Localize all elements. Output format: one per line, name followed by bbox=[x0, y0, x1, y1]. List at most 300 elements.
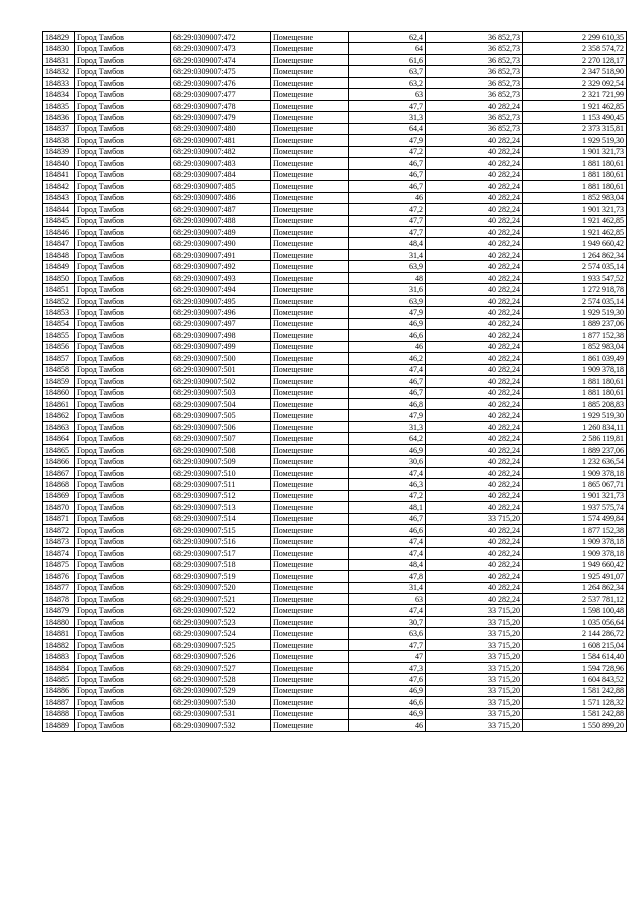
area-cell: 31,3 bbox=[349, 112, 426, 123]
object-type-cell: Помещение bbox=[271, 708, 349, 719]
object-type-cell: Помещение bbox=[271, 651, 349, 662]
row-number-cell: 184867 bbox=[43, 467, 75, 478]
city-cell: Город Тамбов bbox=[75, 249, 171, 260]
cadastral-value-cell: 1 260 834,11 bbox=[523, 421, 627, 432]
cadastral-number-cell: 68:29:0309007:507 bbox=[171, 433, 271, 444]
table-row bbox=[43, 376, 627, 387]
city-cell: Город Тамбов bbox=[75, 261, 171, 272]
cadastral-number-cell: 68:29:0309007:529 bbox=[171, 685, 271, 696]
area-cell: 46,7 bbox=[349, 181, 426, 192]
row-number-cell: 184832 bbox=[43, 66, 75, 77]
cadastral-value-cell: 1 574 499,84 bbox=[523, 513, 627, 524]
area-cell: 47,2 bbox=[349, 146, 426, 157]
city-cell: Город Тамбов bbox=[75, 720, 171, 731]
specific-value-cell: 36 852,73 bbox=[426, 77, 523, 88]
area-cell: 47,9 bbox=[349, 410, 426, 421]
cadastral-number-cell: 68:29:0309007:488 bbox=[171, 215, 271, 226]
city-cell: Город Тамбов bbox=[75, 112, 171, 123]
object-type-cell: Помещение bbox=[271, 66, 349, 77]
object-type-cell: Помещение bbox=[271, 43, 349, 54]
cadastral-number-cell: 68:29:0309007:484 bbox=[171, 169, 271, 180]
cadastral-number-cell: 68:29:0309007:493 bbox=[171, 272, 271, 283]
table-row bbox=[43, 353, 627, 364]
row-number-cell: 184843 bbox=[43, 192, 75, 203]
cadastral-number-cell: 68:29:0309007:520 bbox=[171, 582, 271, 593]
area-cell: 47,6 bbox=[349, 674, 426, 685]
city-cell: Город Тамбов bbox=[75, 525, 171, 536]
city-cell: Город Тамбов bbox=[75, 376, 171, 387]
cadastral-number-cell: 68:29:0309007:474 bbox=[171, 54, 271, 65]
specific-value-cell: 40 282,24 bbox=[426, 593, 523, 604]
area-cell: 64,4 bbox=[349, 123, 426, 134]
cadastral-value-cell: 1 861 039,49 bbox=[523, 353, 627, 364]
table-row bbox=[43, 674, 627, 685]
area-cell: 47,4 bbox=[349, 536, 426, 547]
cadastral-number-cell: 68:29:0309007:530 bbox=[171, 697, 271, 708]
object-type-cell: Помещение bbox=[271, 479, 349, 490]
cadastral-value-cell: 1 909 378,18 bbox=[523, 364, 627, 375]
object-type-cell: Помещение bbox=[271, 571, 349, 582]
specific-value-cell: 40 282,24 bbox=[426, 307, 523, 318]
cadastral-value-cell: 1 901 321,73 bbox=[523, 146, 627, 157]
row-number-cell: 184845 bbox=[43, 215, 75, 226]
area-cell: 48,4 bbox=[349, 238, 426, 249]
specific-value-cell: 40 282,24 bbox=[426, 421, 523, 432]
object-type-cell: Помещение bbox=[271, 226, 349, 237]
row-number-cell: 184841 bbox=[43, 169, 75, 180]
row-number-cell: 184851 bbox=[43, 284, 75, 295]
specific-value-cell: 33 715,20 bbox=[426, 685, 523, 696]
cadastral-value-cell: 1 881 180,61 bbox=[523, 376, 627, 387]
table-row bbox=[43, 708, 627, 719]
area-cell: 63,6 bbox=[349, 628, 426, 639]
cadastral-number-cell: 68:29:0309007:521 bbox=[171, 593, 271, 604]
table-row bbox=[43, 100, 627, 111]
specific-value-cell: 40 282,24 bbox=[426, 444, 523, 455]
area-cell: 46,7 bbox=[349, 513, 426, 524]
table-row bbox=[43, 181, 627, 192]
cadastral-number-cell: 68:29:0309007:518 bbox=[171, 559, 271, 570]
cadastral-value-cell: 1 852 983,04 bbox=[523, 341, 627, 352]
city-cell: Город Тамбов bbox=[75, 616, 171, 627]
object-type-cell: Помещение bbox=[271, 433, 349, 444]
table-row bbox=[43, 249, 627, 260]
cadastral-value-cell: 1 608 215,04 bbox=[523, 639, 627, 650]
table-row bbox=[43, 720, 627, 731]
area-cell: 46 bbox=[349, 341, 426, 352]
area-cell: 46,9 bbox=[349, 318, 426, 329]
city-cell: Город Тамбов bbox=[75, 697, 171, 708]
area-cell: 31,3 bbox=[349, 421, 426, 432]
area-cell: 63,9 bbox=[349, 295, 426, 306]
specific-value-cell: 40 282,24 bbox=[426, 330, 523, 341]
table-row bbox=[43, 169, 627, 180]
cadastral-value-cell: 2 574 035,14 bbox=[523, 295, 627, 306]
table-row bbox=[43, 433, 627, 444]
cadastral-number-cell: 68:29:0309007:522 bbox=[171, 605, 271, 616]
area-cell: 48,1 bbox=[349, 502, 426, 513]
row-number-cell: 184844 bbox=[43, 204, 75, 215]
cadastral-number-cell: 68:29:0309007:513 bbox=[171, 502, 271, 513]
city-cell: Город Тамбов bbox=[75, 674, 171, 685]
object-type-cell: Помещение bbox=[271, 100, 349, 111]
cadastral-number-cell: 68:29:0309007:508 bbox=[171, 444, 271, 455]
cadastral-value-cell: 2 299 610,35 bbox=[523, 32, 627, 43]
city-cell: Город Тамбов bbox=[75, 77, 171, 88]
specific-value-cell: 33 715,20 bbox=[426, 605, 523, 616]
area-cell: 47,4 bbox=[349, 467, 426, 478]
cadastral-value-cell: 1 594 728,96 bbox=[523, 662, 627, 673]
table-row bbox=[43, 490, 627, 501]
cadastral-value-cell: 1 885 208,83 bbox=[523, 399, 627, 410]
specific-value-cell: 40 282,24 bbox=[426, 295, 523, 306]
specific-value-cell: 33 715,20 bbox=[426, 513, 523, 524]
city-cell: Город Тамбов bbox=[75, 341, 171, 352]
cadastral-value-cell: 1 571 128,32 bbox=[523, 697, 627, 708]
object-type-cell: Помещение bbox=[271, 697, 349, 708]
area-cell: 46,7 bbox=[349, 376, 426, 387]
city-cell: Город Тамбов bbox=[75, 513, 171, 524]
cadastral-value-cell: 2 373 315,81 bbox=[523, 123, 627, 134]
area-cell: 47,7 bbox=[349, 639, 426, 650]
table-row bbox=[43, 387, 627, 398]
table-row bbox=[43, 410, 627, 421]
row-number-cell: 184886 bbox=[43, 685, 75, 696]
city-cell: Город Тамбов bbox=[75, 284, 171, 295]
table-row bbox=[43, 559, 627, 570]
object-type-cell: Помещение bbox=[271, 249, 349, 260]
object-type-cell: Помещение bbox=[271, 662, 349, 673]
object-type-cell: Помещение bbox=[271, 215, 349, 226]
cadastral-value-cell: 1 877 152,38 bbox=[523, 525, 627, 536]
city-cell: Город Тамбов bbox=[75, 685, 171, 696]
specific-value-cell: 40 282,24 bbox=[426, 456, 523, 467]
cadastral-number-cell: 68:29:0309007:499 bbox=[171, 341, 271, 352]
specific-value-cell: 40 282,24 bbox=[426, 169, 523, 180]
cadastral-value-cell: 1 877 152,38 bbox=[523, 330, 627, 341]
specific-value-cell: 40 282,24 bbox=[426, 376, 523, 387]
cadastral-number-cell: 68:29:0309007:525 bbox=[171, 639, 271, 650]
specific-value-cell: 40 282,24 bbox=[426, 559, 523, 570]
object-type-cell: Помещение bbox=[271, 364, 349, 375]
city-cell: Город Тамбов bbox=[75, 123, 171, 134]
specific-value-cell: 40 282,24 bbox=[426, 364, 523, 375]
object-type-cell: Помещение bbox=[271, 181, 349, 192]
area-cell: 47,9 bbox=[349, 307, 426, 318]
cadastral-value-cell: 1 264 862,34 bbox=[523, 582, 627, 593]
cadastral-number-cell: 68:29:0309007:483 bbox=[171, 158, 271, 169]
city-cell: Город Тамбов bbox=[75, 307, 171, 318]
city-cell: Город Тамбов bbox=[75, 639, 171, 650]
table-row bbox=[43, 444, 627, 455]
specific-value-cell: 40 282,24 bbox=[426, 399, 523, 410]
area-cell: 46,9 bbox=[349, 708, 426, 719]
cadastral-value-cell: 2 321 721,99 bbox=[523, 89, 627, 100]
area-cell: 61,6 bbox=[349, 54, 426, 65]
cadastral-value-cell: 1 232 636,54 bbox=[523, 456, 627, 467]
city-cell: Город Тамбов bbox=[75, 536, 171, 547]
area-cell: 48,4 bbox=[349, 559, 426, 570]
object-type-cell: Помещение bbox=[271, 123, 349, 134]
city-cell: Город Тамбов bbox=[75, 100, 171, 111]
specific-value-cell: 40 282,24 bbox=[426, 158, 523, 169]
specific-value-cell: 36 852,73 bbox=[426, 123, 523, 134]
area-cell: 47,2 bbox=[349, 490, 426, 501]
row-number-cell: 184868 bbox=[43, 479, 75, 490]
specific-value-cell: 40 282,24 bbox=[426, 100, 523, 111]
row-number-cell: 184880 bbox=[43, 616, 75, 627]
object-type-cell: Помещение bbox=[271, 399, 349, 410]
table-row bbox=[43, 146, 627, 157]
table-row bbox=[43, 639, 627, 650]
object-type-cell: Помещение bbox=[271, 77, 349, 88]
object-type-cell: Помещение bbox=[271, 158, 349, 169]
row-number-cell: 184850 bbox=[43, 272, 75, 283]
city-cell: Город Тамбов bbox=[75, 364, 171, 375]
cadastral-number-cell: 68:29:0309007:481 bbox=[171, 135, 271, 146]
object-type-cell: Помещение bbox=[271, 192, 349, 203]
specific-value-cell: 36 852,73 bbox=[426, 66, 523, 77]
row-number-cell: 184865 bbox=[43, 444, 75, 455]
table-row bbox=[43, 662, 627, 673]
city-cell: Город Тамбов bbox=[75, 215, 171, 226]
city-cell: Город Тамбов bbox=[75, 662, 171, 673]
table-row bbox=[43, 135, 627, 146]
cadastral-number-cell: 68:29:0309007:503 bbox=[171, 387, 271, 398]
specific-value-cell: 36 852,73 bbox=[426, 112, 523, 123]
row-number-cell: 184860 bbox=[43, 387, 75, 398]
row-number-cell: 184882 bbox=[43, 639, 75, 650]
specific-value-cell: 33 715,20 bbox=[426, 639, 523, 650]
row-number-cell: 184847 bbox=[43, 238, 75, 249]
cadastral-number-cell: 68:29:0309007:472 bbox=[171, 32, 271, 43]
row-number-cell: 184879 bbox=[43, 605, 75, 616]
row-number-cell: 184839 bbox=[43, 146, 75, 157]
table-row bbox=[43, 467, 627, 478]
table-row bbox=[43, 204, 627, 215]
city-cell: Город Тамбов bbox=[75, 89, 171, 100]
row-number-cell: 184862 bbox=[43, 410, 75, 421]
specific-value-cell: 40 282,24 bbox=[426, 238, 523, 249]
specific-value-cell: 40 282,24 bbox=[426, 467, 523, 478]
object-type-cell: Помещение bbox=[271, 204, 349, 215]
table-row bbox=[43, 536, 627, 547]
object-type-cell: Помещение bbox=[271, 272, 349, 283]
city-cell: Город Тамбов bbox=[75, 32, 171, 43]
area-cell: 63,9 bbox=[349, 261, 426, 272]
object-type-cell: Помещение bbox=[271, 387, 349, 398]
object-type-cell: Помещение bbox=[271, 685, 349, 696]
row-number-cell: 184849 bbox=[43, 261, 75, 272]
city-cell: Город Тамбов bbox=[75, 708, 171, 719]
row-number-cell: 184833 bbox=[43, 77, 75, 88]
object-type-cell: Помещение bbox=[271, 330, 349, 341]
cadastral-value-cell: 2 537 781,12 bbox=[523, 593, 627, 604]
specific-value-cell: 40 282,24 bbox=[426, 135, 523, 146]
city-cell: Город Тамбов bbox=[75, 467, 171, 478]
table-row bbox=[43, 364, 627, 375]
specific-value-cell: 40 282,24 bbox=[426, 181, 523, 192]
table-row bbox=[43, 330, 627, 341]
specific-value-cell: 40 282,24 bbox=[426, 192, 523, 203]
cadastral-value-cell: 1 949 660,42 bbox=[523, 238, 627, 249]
row-number-cell: 184874 bbox=[43, 548, 75, 559]
object-type-cell: Помещение bbox=[271, 639, 349, 650]
object-type-cell: Помещение bbox=[271, 559, 349, 570]
area-cell: 30,6 bbox=[349, 456, 426, 467]
object-type-cell: Помещение bbox=[271, 674, 349, 685]
city-cell: Город Тамбов bbox=[75, 181, 171, 192]
city-cell: Город Тамбов bbox=[75, 238, 171, 249]
area-cell: 48 bbox=[349, 272, 426, 283]
city-cell: Город Тамбов bbox=[75, 559, 171, 570]
row-number-cell: 184885 bbox=[43, 674, 75, 685]
city-cell: Город Тамбов bbox=[75, 272, 171, 283]
table-row bbox=[43, 628, 627, 639]
specific-value-cell: 33 715,20 bbox=[426, 628, 523, 639]
specific-value-cell: 33 715,20 bbox=[426, 697, 523, 708]
cadastral-value-cell: 1 925 491,07 bbox=[523, 571, 627, 582]
area-cell: 46,7 bbox=[349, 387, 426, 398]
cadastral-value-cell: 1 581 242,88 bbox=[523, 708, 627, 719]
cadastral-number-cell: 68:29:0309007:480 bbox=[171, 123, 271, 134]
row-number-cell: 184852 bbox=[43, 295, 75, 306]
specific-value-cell: 40 282,24 bbox=[426, 318, 523, 329]
specific-value-cell: 40 282,24 bbox=[426, 204, 523, 215]
cadastral-value-cell: 1 909 378,18 bbox=[523, 536, 627, 547]
table-row bbox=[43, 261, 627, 272]
object-type-cell: Помещение bbox=[271, 54, 349, 65]
cadastral-value-table bbox=[42, 31, 627, 732]
cadastral-number-cell: 68:29:0309007:490 bbox=[171, 238, 271, 249]
specific-value-cell: 40 282,24 bbox=[426, 410, 523, 421]
table-row bbox=[43, 571, 627, 582]
table-row bbox=[43, 593, 627, 604]
object-type-cell: Помещение bbox=[271, 502, 349, 513]
cadastral-number-cell: 68:29:0309007:494 bbox=[171, 284, 271, 295]
cadastral-number-cell: 68:29:0309007:532 bbox=[171, 720, 271, 731]
area-cell: 46,6 bbox=[349, 525, 426, 536]
row-number-cell: 184873 bbox=[43, 536, 75, 547]
cadastral-value-cell: 2 329 092,54 bbox=[523, 77, 627, 88]
row-number-cell: 184855 bbox=[43, 330, 75, 341]
table-row bbox=[43, 226, 627, 237]
city-cell: Город Тамбов bbox=[75, 204, 171, 215]
city-cell: Город Тамбов bbox=[75, 628, 171, 639]
cadastral-value-cell: 1 889 237,06 bbox=[523, 444, 627, 455]
specific-value-cell: 40 282,24 bbox=[426, 536, 523, 547]
row-number-cell: 184876 bbox=[43, 571, 75, 582]
cadastral-number-cell: 68:29:0309007:492 bbox=[171, 261, 271, 272]
cadastral-value-cell: 1 929 519,30 bbox=[523, 307, 627, 318]
row-number-cell: 184842 bbox=[43, 181, 75, 192]
cadastral-number-cell: 68:29:0309007:498 bbox=[171, 330, 271, 341]
cadastral-value-cell: 1 881 180,61 bbox=[523, 387, 627, 398]
specific-value-cell: 36 852,73 bbox=[426, 89, 523, 100]
area-cell: 63 bbox=[349, 89, 426, 100]
table-row bbox=[43, 456, 627, 467]
row-number-cell: 184853 bbox=[43, 307, 75, 318]
cadastral-number-cell: 68:29:0309007:506 bbox=[171, 421, 271, 432]
table-row bbox=[43, 513, 627, 524]
city-cell: Город Тамбов bbox=[75, 54, 171, 65]
object-type-cell: Помещение bbox=[271, 513, 349, 524]
row-number-cell: 184858 bbox=[43, 364, 75, 375]
row-number-cell: 184859 bbox=[43, 376, 75, 387]
city-cell: Город Тамбов bbox=[75, 318, 171, 329]
area-cell: 31,4 bbox=[349, 249, 426, 260]
table-row bbox=[43, 605, 627, 616]
specific-value-cell: 40 282,24 bbox=[426, 525, 523, 536]
city-cell: Город Тамбов bbox=[75, 330, 171, 341]
city-cell: Город Тамбов bbox=[75, 226, 171, 237]
area-cell: 46,7 bbox=[349, 169, 426, 180]
cadastral-number-cell: 68:29:0309007:519 bbox=[171, 571, 271, 582]
table-row bbox=[43, 32, 627, 43]
table-row bbox=[43, 192, 627, 203]
row-number-cell: 184889 bbox=[43, 720, 75, 731]
row-number-cell: 184834 bbox=[43, 89, 75, 100]
specific-value-cell: 33 715,20 bbox=[426, 616, 523, 627]
row-number-cell: 184881 bbox=[43, 628, 75, 639]
cadastral-number-cell: 68:29:0309007:487 bbox=[171, 204, 271, 215]
city-cell: Город Тамбов bbox=[75, 605, 171, 616]
cadastral-value-cell: 1 264 862,34 bbox=[523, 249, 627, 260]
city-cell: Город Тамбов bbox=[75, 410, 171, 421]
area-cell: 47,3 bbox=[349, 662, 426, 673]
cadastral-number-cell: 68:29:0309007:479 bbox=[171, 112, 271, 123]
area-cell: 46,8 bbox=[349, 399, 426, 410]
city-cell: Город Тамбов bbox=[75, 387, 171, 398]
cadastral-number-cell: 68:29:0309007:526 bbox=[171, 651, 271, 662]
cadastral-number-cell: 68:29:0309007:502 bbox=[171, 376, 271, 387]
cadastral-value-cell: 1 921 462,85 bbox=[523, 100, 627, 111]
specific-value-cell: 40 282,24 bbox=[426, 548, 523, 559]
area-cell: 64,2 bbox=[349, 433, 426, 444]
cadastral-value-cell: 1 550 899,20 bbox=[523, 720, 627, 731]
specific-value-cell: 33 715,20 bbox=[426, 674, 523, 685]
row-number-cell: 184846 bbox=[43, 226, 75, 237]
row-number-cell: 184829 bbox=[43, 32, 75, 43]
cadastral-number-cell: 68:29:0309007:531 bbox=[171, 708, 271, 719]
row-number-cell: 184856 bbox=[43, 341, 75, 352]
cadastral-number-cell: 68:29:0309007:505 bbox=[171, 410, 271, 421]
city-cell: Город Тамбов bbox=[75, 571, 171, 582]
cadastral-value-cell: 1 035 056,64 bbox=[523, 616, 627, 627]
cadastral-number-cell: 68:29:0309007:491 bbox=[171, 249, 271, 260]
table-row bbox=[43, 548, 627, 559]
table-row bbox=[43, 685, 627, 696]
table-row bbox=[43, 295, 627, 306]
row-number-cell: 184831 bbox=[43, 54, 75, 65]
object-type-cell: Помещение bbox=[271, 548, 349, 559]
city-cell: Город Тамбов bbox=[75, 135, 171, 146]
table-row bbox=[43, 215, 627, 226]
area-cell: 47,7 bbox=[349, 215, 426, 226]
city-cell: Город Тамбов bbox=[75, 502, 171, 513]
object-type-cell: Помещение bbox=[271, 456, 349, 467]
specific-value-cell: 40 282,24 bbox=[426, 215, 523, 226]
object-type-cell: Помещение bbox=[271, 628, 349, 639]
city-cell: Город Тамбов bbox=[75, 192, 171, 203]
city-cell: Город Тамбов bbox=[75, 295, 171, 306]
object-type-cell: Помещение bbox=[271, 410, 349, 421]
object-type-cell: Помещение bbox=[271, 32, 349, 43]
area-cell: 47,7 bbox=[349, 100, 426, 111]
table-row bbox=[43, 421, 627, 432]
object-type-cell: Помещение bbox=[271, 146, 349, 157]
area-cell: 46,2 bbox=[349, 353, 426, 364]
